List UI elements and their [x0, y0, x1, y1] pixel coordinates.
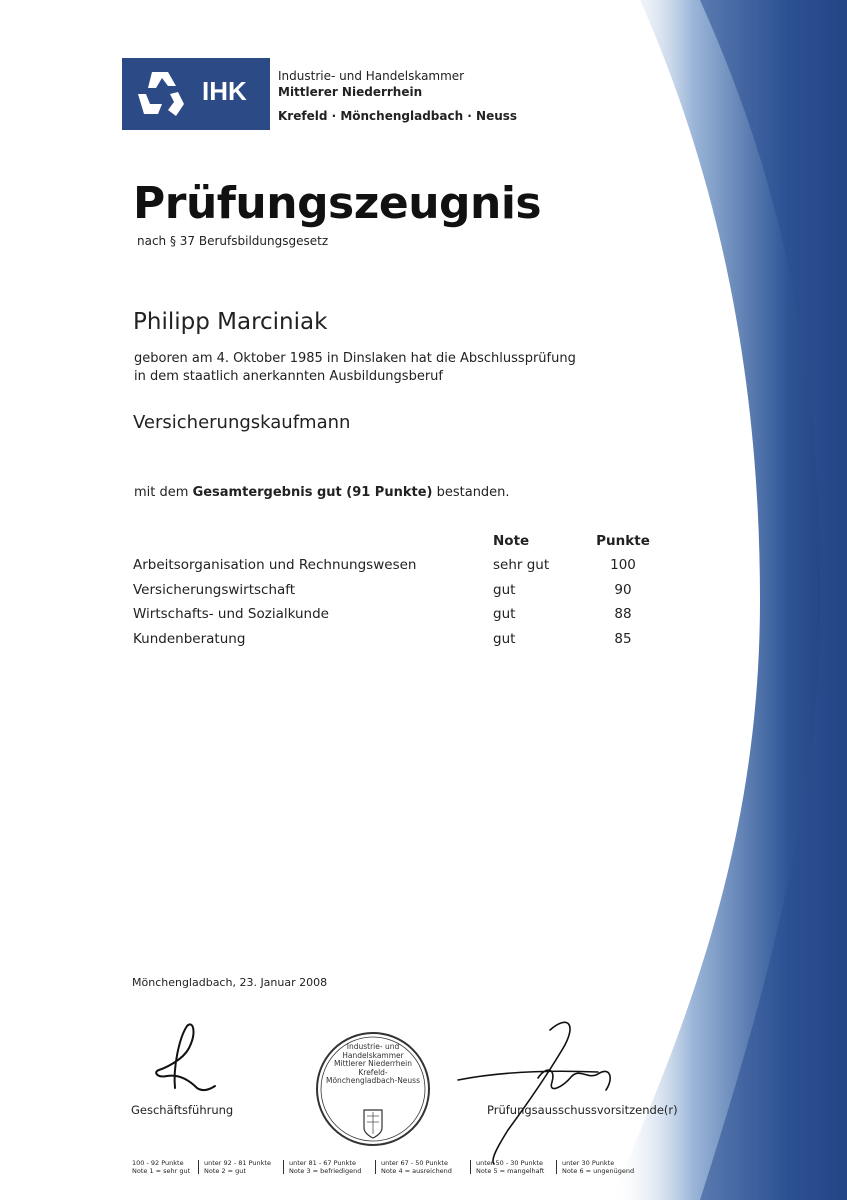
- grades-table: [133, 533, 673, 655]
- grade-subject: Kundenberatung: [133, 630, 246, 647]
- grade-points: 85: [614, 630, 632, 647]
- profession: Versicherungskaufmann: [133, 412, 351, 433]
- scale-note: Note 2 = gut: [204, 1167, 246, 1175]
- overall-result: [134, 485, 510, 500]
- intro-line2: in dem staatlich anerkannten Ausbildungsberuf: [134, 369, 443, 384]
- grade-points: 100: [610, 557, 636, 573]
- svg-text:IHK: IHK: [202, 76, 247, 106]
- scale-range: unter 30 Punkte: [562, 1159, 615, 1167]
- scale-item: [556, 1159, 634, 1175]
- signature-right: [438, 1010, 638, 1170]
- intro-line1: geboren am 4. Oktober 1985 in Dinslaken hat die Abschlussprüfung: [134, 351, 576, 366]
- org-line1: Industrie- und Handelskammer: [278, 69, 465, 83]
- scale-range: 100 - 92 Punkte: [132, 1159, 184, 1167]
- signature-left: [145, 1018, 225, 1098]
- seal-text: [314, 1043, 432, 1086]
- seal-line: Mönchengladbach-Neuss: [326, 1076, 420, 1085]
- grade-points: 88: [614, 606, 632, 622]
- certificate-subtitle: nach § 37 Berufsbildungsgesetz: [137, 234, 329, 248]
- grade-subject: Wirtschafts- und Sozialkunde: [133, 606, 329, 622]
- scale-item: [198, 1159, 271, 1175]
- grade-subject: Versicherungswirtschaft: [133, 581, 296, 598]
- scale-note: Note 1 = sehr gut: [132, 1167, 191, 1175]
- scale-range: unter 67 - 50 Punkte: [381, 1159, 448, 1167]
- certificate-title: Prüfungszeugnis: [133, 178, 542, 229]
- place-date: Mönchengladbach, 23. Januar 2008: [132, 976, 328, 989]
- grade-row: [133, 631, 673, 656]
- scale-item: [132, 1159, 190, 1175]
- scale-range: unter 50 - 30 Punkte: [476, 1159, 543, 1167]
- scale-note: Note 4 = ausreichend: [381, 1167, 452, 1175]
- scale-range: unter 92 - 81 Punkte: [204, 1159, 271, 1167]
- scale-note: Note 5 = mangelhaft: [476, 1167, 545, 1175]
- intro-text: [134, 350, 594, 386]
- ihk-logo: [122, 58, 270, 130]
- seal-line: Handelskammer: [342, 1050, 404, 1060]
- grade-subject: Arbeitsorganisation und Rechnungswesen: [133, 557, 417, 573]
- scale-note: Note 6 = ungenügend: [562, 1167, 635, 1175]
- org-line3: Krefeld · Mönchengladbach · Neuss: [278, 109, 518, 123]
- header-points: Punkte: [596, 533, 650, 549]
- scale-item: [375, 1159, 452, 1175]
- signature-left-label: Geschäftsführung: [131, 1103, 234, 1117]
- seal-line: Krefeld-: [358, 1067, 388, 1077]
- scale-item: [470, 1159, 544, 1175]
- scale-item: [283, 1159, 361, 1175]
- result-bold: Gesamtergebnis gut (91 Punkte): [192, 485, 433, 500]
- grade-note: sehr gut: [493, 557, 550, 573]
- grade-note: gut: [493, 630, 516, 647]
- grades-header: [133, 533, 673, 557]
- grade-row: [133, 606, 673, 631]
- seal-line: Mittlerer Niederrhein: [334, 1059, 412, 1068]
- result-suffix: bestanden.: [432, 485, 510, 500]
- signature-right-label: Prüfungsausschussvorsitzende(r): [487, 1103, 678, 1117]
- header-note: Note: [493, 533, 530, 549]
- scale-range: unter 81 - 67 Punkte: [289, 1159, 356, 1167]
- grade-note: gut: [493, 606, 516, 622]
- result-prefix: mit dem: [134, 485, 193, 500]
- org-line2: Mittlerer Niederrhein: [278, 85, 423, 99]
- grade-note: gut: [493, 581, 516, 598]
- scale-note: Note 3 = befriedigend: [289, 1167, 362, 1175]
- organization-block: [278, 68, 517, 124]
- grade-row: [133, 557, 673, 582]
- seal-line: Industrie- und: [346, 1042, 400, 1051]
- grade-points: 90: [614, 581, 632, 598]
- candidate-name: Philipp Marciniak: [133, 309, 328, 335]
- grade-row: [133, 582, 673, 607]
